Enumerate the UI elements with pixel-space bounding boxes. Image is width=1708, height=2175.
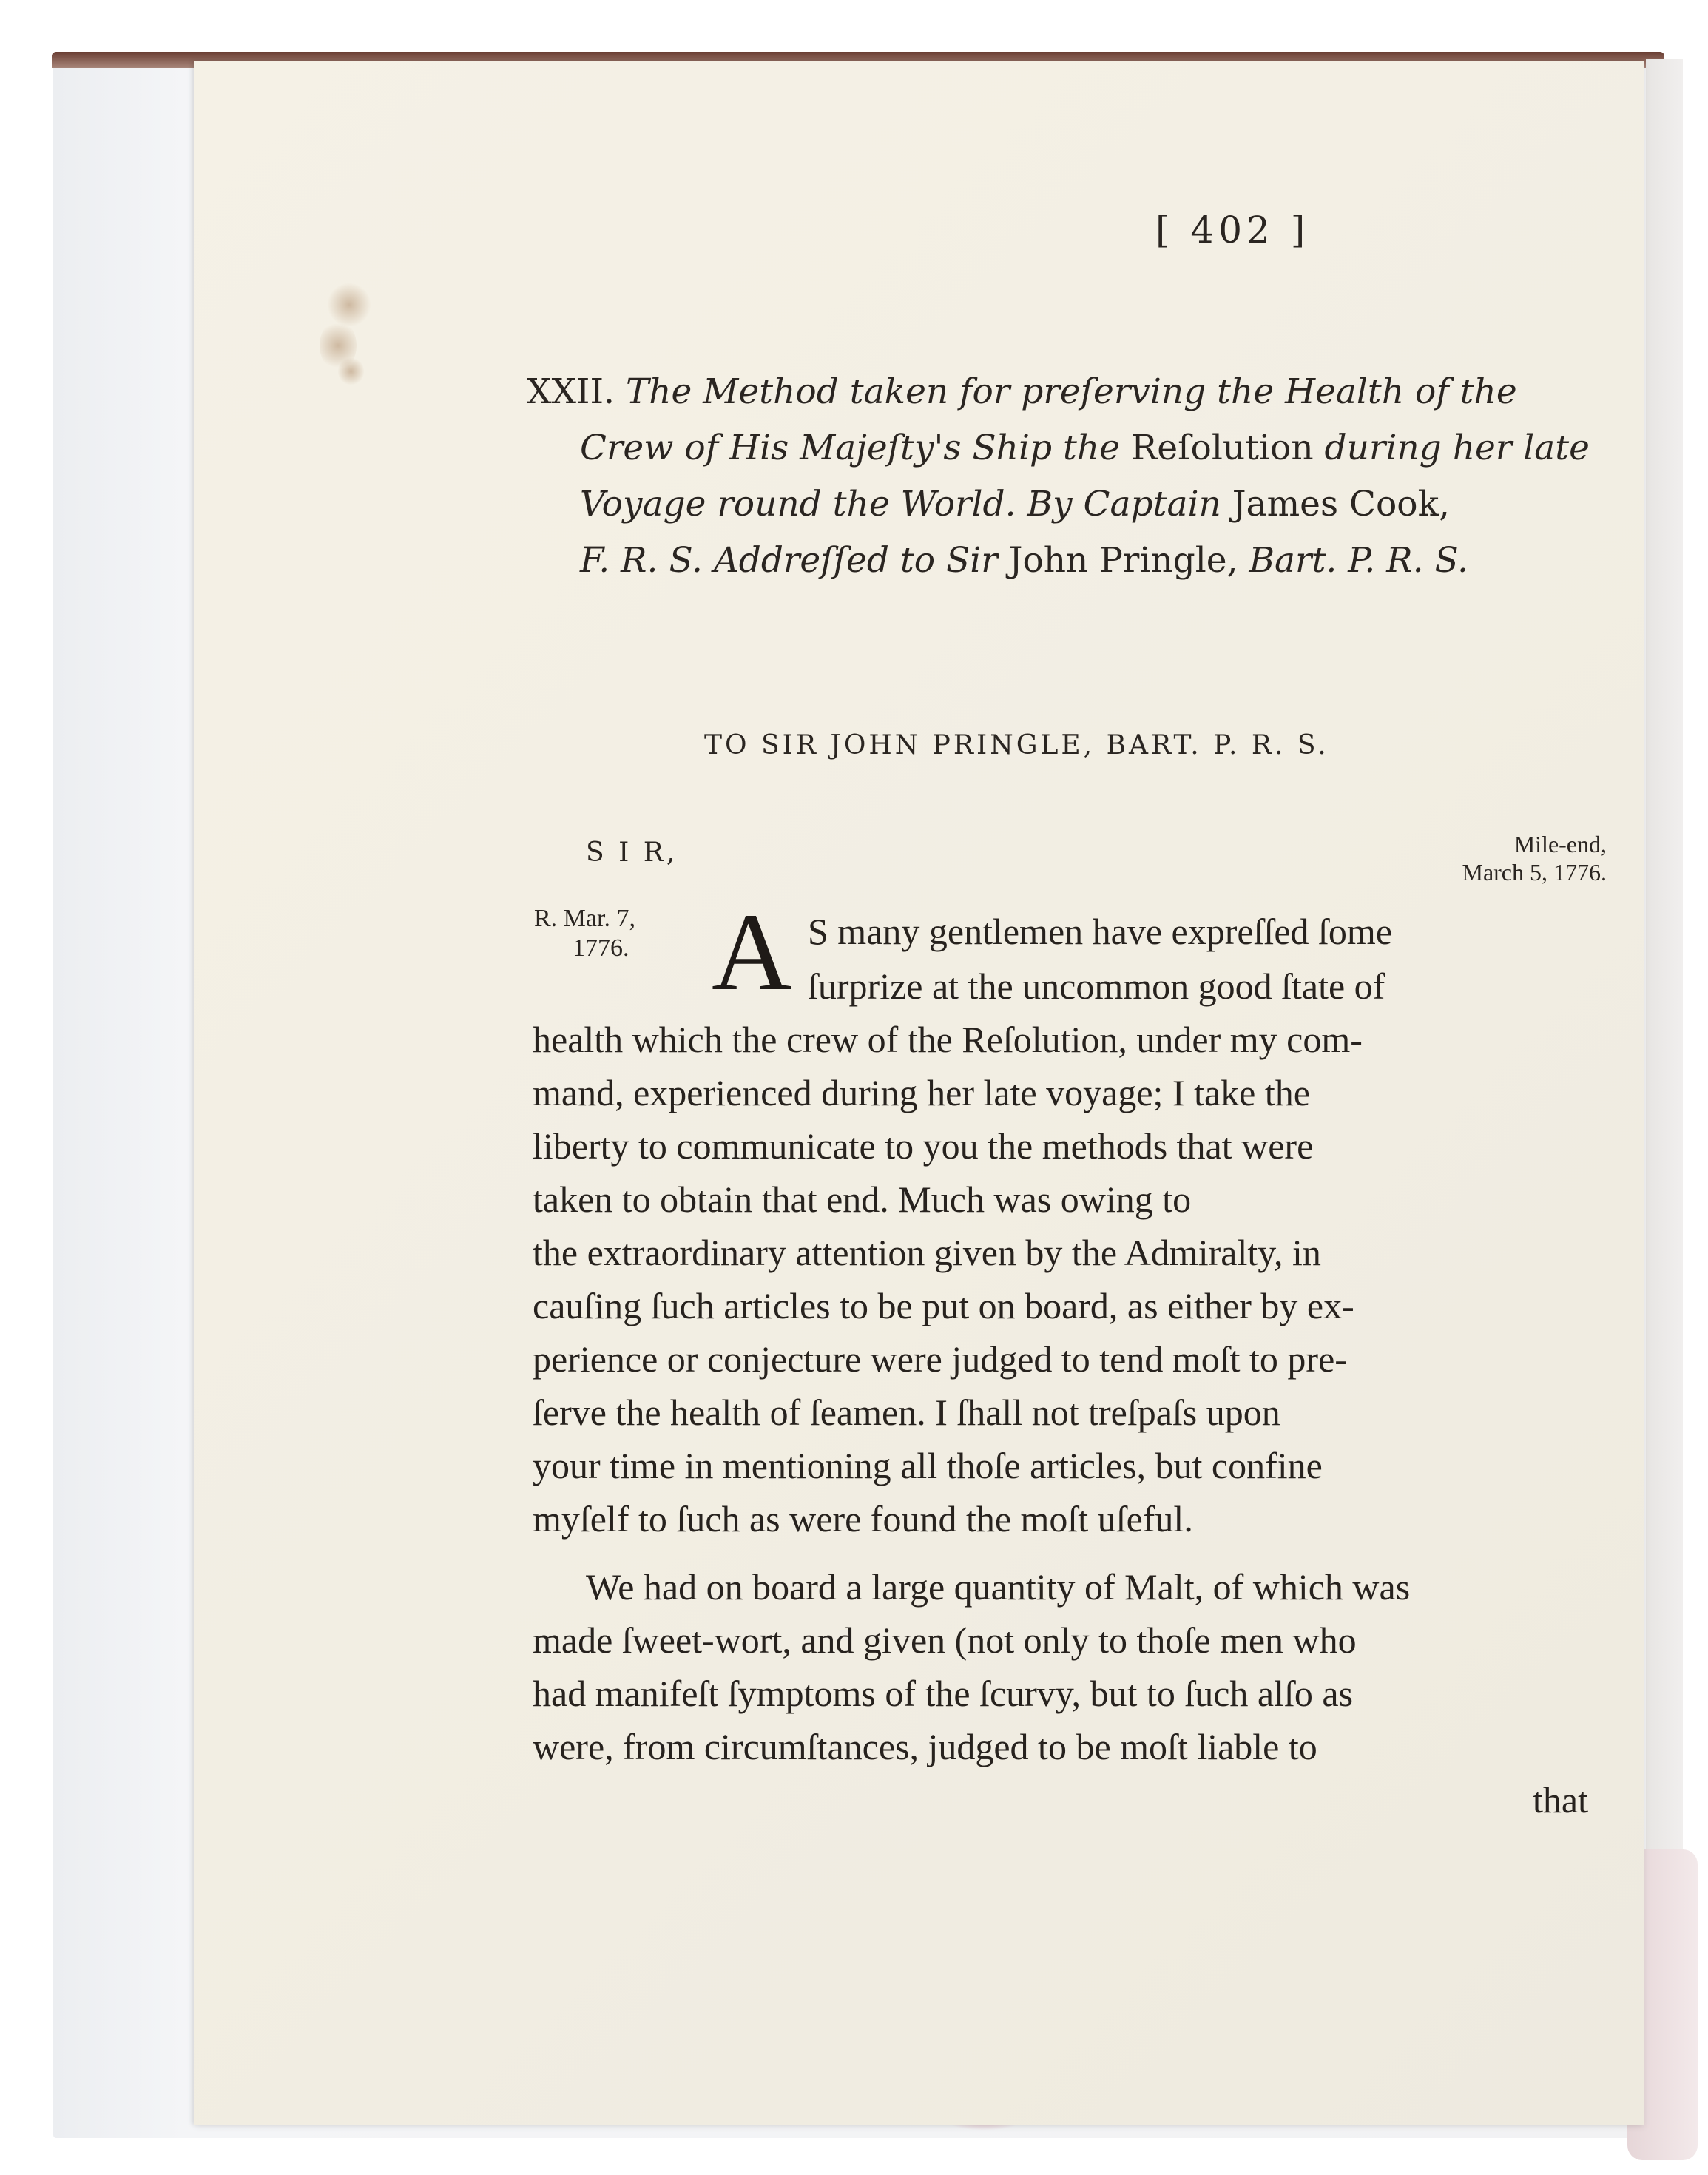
title-line-2: Crew of His Majeſty's Ship the Reſolution during her late — [580, 428, 1590, 468]
body-line: cauſing ſuch articles to be put on board, as either by ex- — [533, 1285, 1354, 1326]
author-name: James Cook, — [1232, 484, 1450, 525]
body-line: had manifeſt ſymptoms of the ſcurvy, but to ſuch alſo as — [533, 1673, 1354, 1714]
body-line: S many gentlemen have expreſſed ſome — [808, 911, 1393, 952]
body-line: the extraordinary attention given by the Admiralty, in — [533, 1232, 1321, 1273]
body-line: made ſweet-wort, and given (not only to thoſe men who — [533, 1619, 1357, 1661]
dateline-date: March 5, 1776. — [1462, 859, 1607, 886]
catchword: that — [1533, 1779, 1588, 1821]
title-line-1 — [527, 371, 1517, 412]
addressee-name: John Pringle, — [1008, 540, 1249, 581]
addressee-heading: TO SIR JOHN PRINGLE, BART. P. R. S. — [704, 730, 1329, 761]
body-line: taken to obtain that end. Much was owing to — [533, 1178, 1192, 1220]
body-line: health which the crew of the Reſolution, under my com- — [533, 1019, 1363, 1060]
body-line: were, from circumſtances, judged to be moſt liable to — [533, 1726, 1317, 1767]
body-line: ſerve the health of ſeamen. I ſhall not treſpaſs upon — [533, 1392, 1280, 1433]
dateline-place: Mile-end, — [1513, 831, 1607, 857]
title-line-4: F. R. S. Addreſſed to Sir John Pringle, Bart. P. R. S. — [580, 540, 1468, 581]
body-line: We had on board a large quantity of Malt, of which was — [586, 1566, 1411, 1608]
drop-cap: A — [712, 891, 792, 1014]
salutation: S I R, — [586, 837, 678, 868]
page-number-header: [ 402 ] — [1155, 209, 1310, 252]
body-line: liberty to communicate to you the methods that were — [533, 1125, 1314, 1167]
title-text: The Method taken for preſerving the Health of the — [625, 371, 1517, 412]
printed-page — [194, 61, 1644, 2125]
body-line: perience or conjecture were judged to tend moſt to pre- — [533, 1338, 1347, 1380]
body-line: your time in mentioning all thoſe articles, but confine — [533, 1445, 1323, 1486]
body-line: myſelf to ſuch as were found the moſt uſeful. — [533, 1498, 1193, 1540]
title-line-3: Voyage round the World. By Captain James Cook, — [580, 484, 1450, 525]
ship-name: Reſolution — [1130, 428, 1314, 468]
body-line: mand, experienced during her late voyage; I take the — [533, 1072, 1310, 1113]
dateline — [1385, 830, 1607, 886]
body-line: ſurprize at the uncommon good ſtate of — [808, 965, 1385, 1007]
margin-note-read-date: R. Mar. 7, 1776. — [534, 905, 635, 962]
foxing-spot — [338, 357, 364, 386]
article-number: XXII. — [527, 371, 626, 412]
underlying-page-edge — [1646, 59, 1683, 2138]
